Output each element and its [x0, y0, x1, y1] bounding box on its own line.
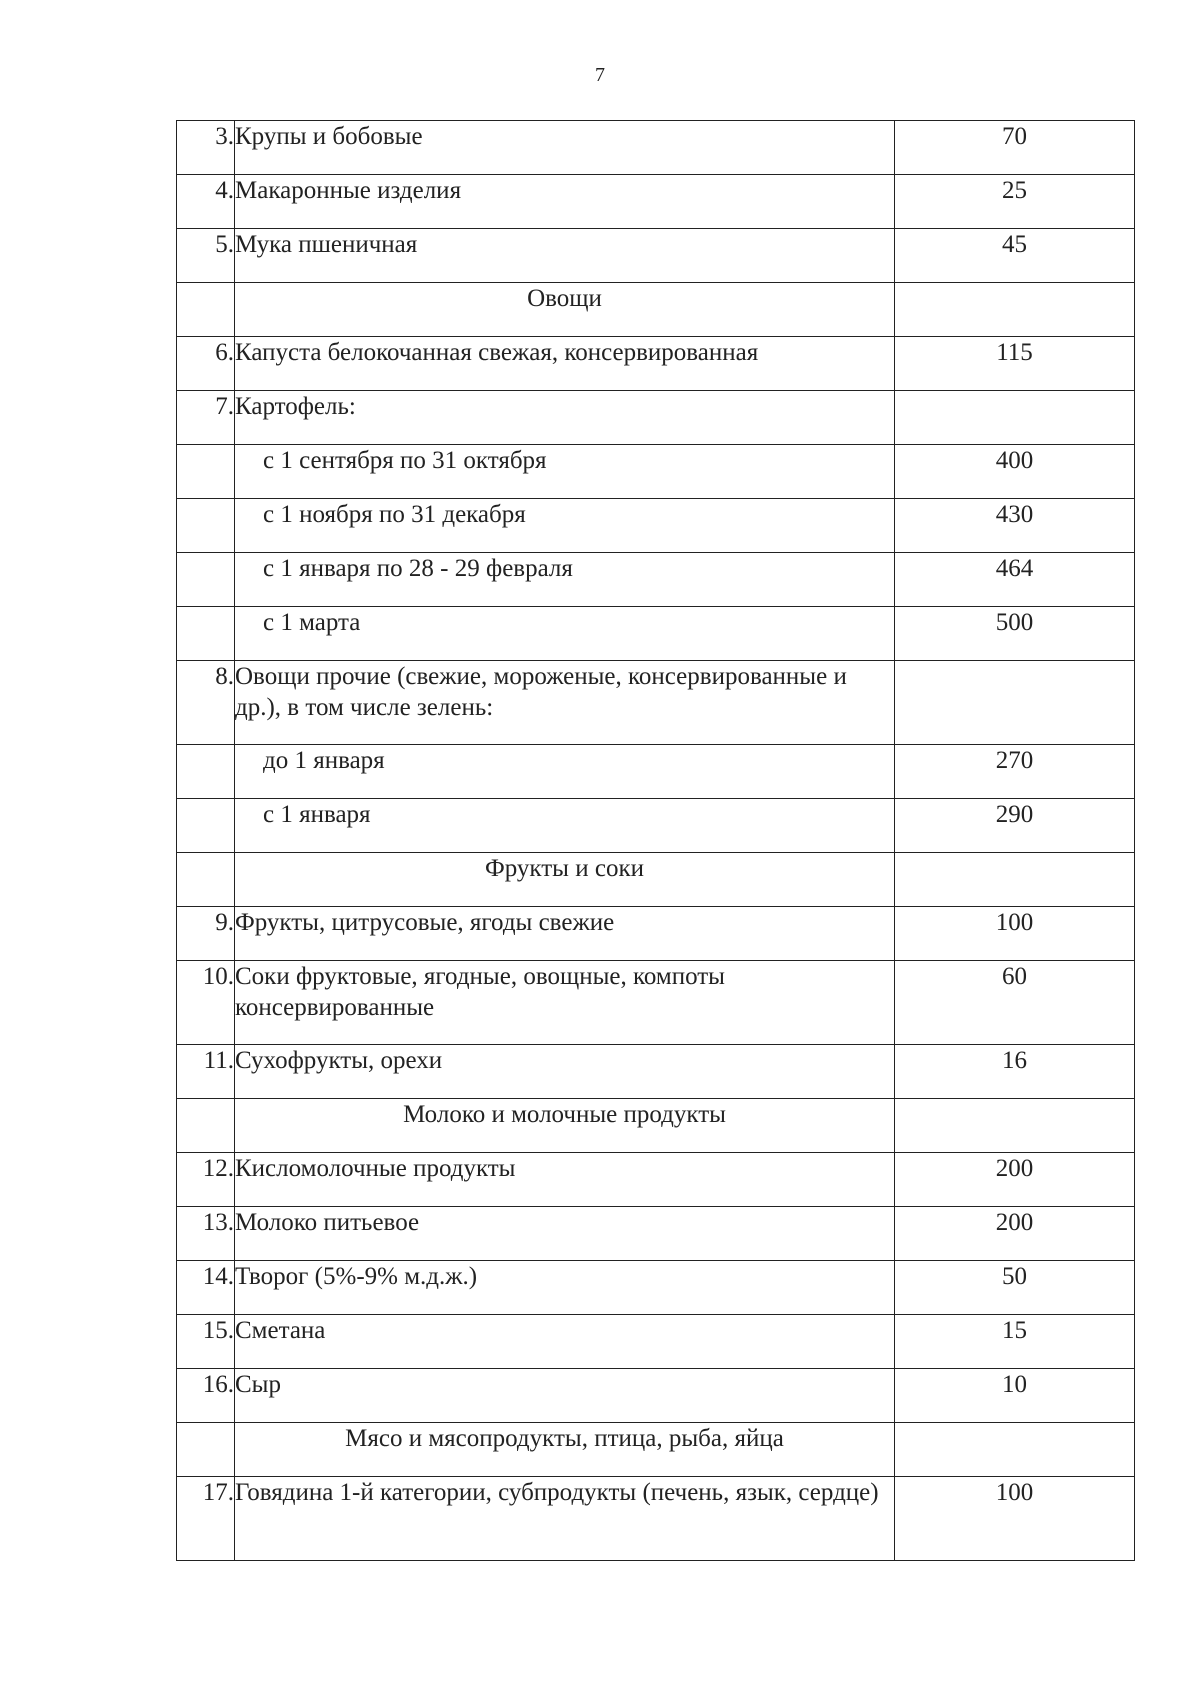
norm-value: 200 [895, 1207, 1135, 1261]
product-name: с 1 января [235, 799, 895, 853]
row-number [177, 799, 235, 853]
norm-value: 10 [895, 1369, 1135, 1423]
section-row [177, 853, 1135, 907]
table-row [177, 1369, 1135, 1423]
section-title: Молоко и молочные продукты [235, 1099, 895, 1153]
table-row [177, 1261, 1135, 1315]
table-row [177, 229, 1135, 283]
row-number [177, 499, 235, 553]
norm-value: 100 [895, 1477, 1135, 1561]
norm-value [895, 661, 1135, 745]
sub-row [177, 445, 1135, 499]
section-row [177, 1099, 1135, 1153]
norm-value: 100 [895, 907, 1135, 961]
product-name: с 1 января по 28 - 29 февраля [235, 553, 895, 607]
page-number: 7 [595, 64, 605, 86]
norm-value [895, 853, 1135, 907]
norm-value: 500 [895, 607, 1135, 661]
row-number: 11. [177, 1045, 235, 1099]
table-row [177, 391, 1135, 445]
row-number: 12. [177, 1153, 235, 1207]
table-row [177, 1477, 1135, 1561]
norm-value: 200 [895, 1153, 1135, 1207]
section-row [177, 283, 1135, 337]
product-name: Фрукты, цитрусовые, ягоды свежие [235, 907, 895, 961]
norm-value: 430 [895, 499, 1135, 553]
table-row [177, 907, 1135, 961]
row-number: 10. [177, 961, 235, 1045]
row-number [177, 1423, 235, 1477]
row-number: 4. [177, 175, 235, 229]
row-number: 3. [177, 121, 235, 175]
row-number: 17. [177, 1477, 235, 1561]
row-number: 5. [177, 229, 235, 283]
row-number: 16. [177, 1369, 235, 1423]
table-row [177, 661, 1135, 745]
table-row [177, 961, 1135, 1045]
norm-value: 290 [895, 799, 1135, 853]
product-name: Сыр [235, 1369, 895, 1423]
row-number: 13. [177, 1207, 235, 1261]
norm-value: 15 [895, 1315, 1135, 1369]
section-title: Мясо и мясопродукты, птица, рыба, яйца [235, 1423, 895, 1477]
norm-value: 45 [895, 229, 1135, 283]
norm-value: 270 [895, 745, 1135, 799]
row-number: 7. [177, 391, 235, 445]
product-name: Картофель: [235, 391, 895, 445]
product-name: до 1 января [235, 745, 895, 799]
sub-row [177, 499, 1135, 553]
row-number [177, 1099, 235, 1153]
product-name: Мука пшеничная [235, 229, 895, 283]
row-number [177, 745, 235, 799]
row-number: 6. [177, 337, 235, 391]
table-row [177, 1045, 1135, 1099]
row-number [177, 553, 235, 607]
food-norms-table [176, 120, 1135, 1561]
table-row [177, 337, 1135, 391]
product-name: Молоко питьевое [235, 1207, 895, 1261]
product-name: Сметана [235, 1315, 895, 1369]
product-name: с 1 ноября по 31 декабря [235, 499, 895, 553]
section-title: Фрукты и соки [235, 853, 895, 907]
product-name: Овощи прочие (свежие, мороженые, консервированные и др.), в том числе зелень: [235, 661, 895, 745]
row-number [177, 445, 235, 499]
norm-value: 16 [895, 1045, 1135, 1099]
product-name: Кисломолочные продукты [235, 1153, 895, 1207]
product-name: Говядина 1-й категории, субпродукты (печень, язык, сердце) [235, 1477, 895, 1561]
product-name: с 1 марта [235, 607, 895, 661]
product-name: Соки фруктовые, ягодные, овощные, компоты консервированные [235, 961, 895, 1045]
product-name: Творог (5%-9% м.д.ж.) [235, 1261, 895, 1315]
table-row [177, 1153, 1135, 1207]
norm-value [895, 1423, 1135, 1477]
row-number: 14. [177, 1261, 235, 1315]
row-number: 9. [177, 907, 235, 961]
norm-value: 25 [895, 175, 1135, 229]
row-number: 15. [177, 1315, 235, 1369]
norm-value [895, 283, 1135, 337]
row-number [177, 853, 235, 907]
table-row [177, 121, 1135, 175]
section-row [177, 1423, 1135, 1477]
product-name: Капуста белокочанная свежая, консервированная [235, 337, 895, 391]
row-number [177, 283, 235, 337]
product-name: с 1 сентября по 31 октября [235, 445, 895, 499]
sub-row [177, 553, 1135, 607]
table-row [177, 175, 1135, 229]
sub-row [177, 607, 1135, 661]
sub-row [177, 799, 1135, 853]
table-row [177, 1315, 1135, 1369]
norm-value: 50 [895, 1261, 1135, 1315]
norm-value: 60 [895, 961, 1135, 1045]
norm-value: 464 [895, 553, 1135, 607]
norm-value [895, 391, 1135, 445]
product-name: Крупы и бобовые [235, 121, 895, 175]
norm-value: 400 [895, 445, 1135, 499]
product-name: Сухофрукты, орехи [235, 1045, 895, 1099]
norm-value: 70 [895, 121, 1135, 175]
norm-value: 115 [895, 337, 1135, 391]
norm-value [895, 1099, 1135, 1153]
row-number [177, 607, 235, 661]
product-name: Макаронные изделия [235, 175, 895, 229]
row-number: 8. [177, 661, 235, 745]
sub-row [177, 745, 1135, 799]
table-row [177, 1207, 1135, 1261]
section-title: Овощи [235, 283, 895, 337]
